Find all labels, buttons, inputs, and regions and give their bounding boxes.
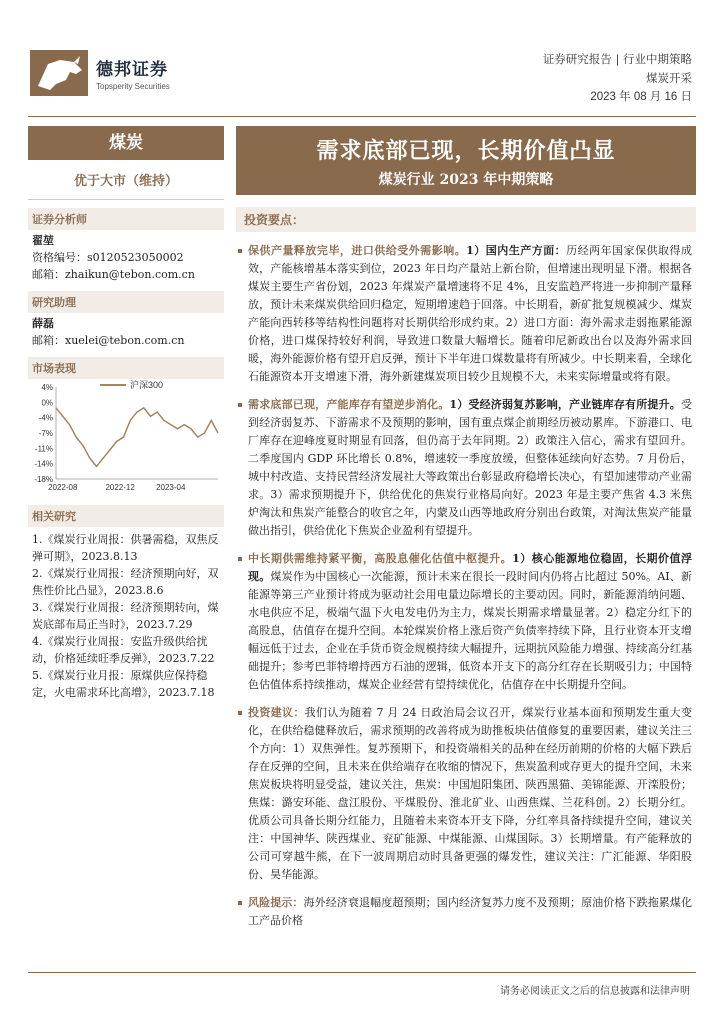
- analyst-heading: 证券分析师: [28, 208, 224, 230]
- report-industry: 煤炭开采: [646, 71, 692, 85]
- main-content: [236, 116, 696, 930]
- y-tick-label: -4%: [38, 413, 53, 423]
- analyst-name: 翟堃: [32, 234, 54, 247]
- key-point: 投资建议：我们认为随着 7 月 24 日政治局会议召开，煤炭行业基本面和预期发生重大变化，在供给稳健释放后，需求预期的改善将成为助推板块估值修复的重要因素，建议关注三个方向：1）双焦弹性。复苏预期下，和投资端相关的品种在经历前期的价格的大幅下跌后存在反弹的空间，且未来在供给端存在收缩的情况下，焦炭盈利或存更大的提升空间，未来焦炭板块将明显受益，建议关注，焦炭：中国旭阳集团、陕西黑猫、美锦能源、开滦股份；焦煤：潞安环能、盘江股份、平煤股份、淮北矿业、山西焦煤、兰花科创。2）长期分红。优质公司具备长期分红能力，且随着未来资本开支下降，分红率具备持续提升空间，建议关注：中国神华、陕西煤业、兖矿能源、中煤能源、山煤国际。3）长期增量。有产能释放的公司可穿越牛熊，在下一波周期启动时具备更强的爆发性，建议关注：广汇能源、华阳股份、昊华能源。: [236, 704, 696, 884]
- related-list: [28, 531, 224, 701]
- bullet-icon: [238, 901, 242, 905]
- y-tick-label: -11%: [34, 444, 53, 454]
- bullet-icon: [238, 711, 242, 715]
- company-name-cn: 德邦证券: [96, 60, 168, 80]
- report-date: 2023 年 08 月 16 日: [590, 91, 692, 103]
- x-tick-label: 2022-12: [105, 483, 135, 492]
- assistant-heading: 研究助理: [28, 291, 224, 313]
- analyst-email[interactable]: 邮箱：zhaikun@tebon.com.cn: [32, 268, 195, 281]
- footer-disclaimer: 请务必阅读正文之后的信息披露和法律声明: [500, 986, 690, 997]
- bullet-icon: [238, 403, 242, 407]
- market-chart-svg: [28, 379, 224, 497]
- report-meta: [543, 50, 692, 107]
- x-tick-label: 2023-04: [156, 483, 186, 492]
- related-item[interactable]: 2.《煤炭行业周报：经济预期向好，双焦性价比凸显》，2023.8.6: [32, 567, 219, 597]
- footer-divider: [28, 972, 696, 973]
- related-item[interactable]: 4.《煤炭行业周报：安监升级供给扰动，价格延续旺季反弹》，2023.7.22: [32, 635, 215, 665]
- key-point: 风险提示：海外经济衰退幅度超预期；国内经济复苏力度不及预期；原油价格下跌拖累煤化工产品价格: [236, 894, 696, 930]
- y-tick-label: -18%: [34, 475, 53, 484]
- key-points-heading: 投资要点：: [236, 207, 696, 232]
- y-tick-label: 0%: [41, 398, 53, 408]
- bullet-icon: [238, 249, 242, 253]
- sidebar: [28, 116, 224, 701]
- analyst-cert: 资格编号：s0120523050002: [32, 251, 184, 264]
- related-item[interactable]: 5.《煤炭行业月报：原煤供应保持稳定，火电需求环比高增》，2023.7.18: [32, 669, 215, 699]
- key-point: 保供产量释放完毕，进口供给受外需影响。1）国内生产方面：历经两年国家保供取得成效，产能核增基本落实到位，2023 年日均产量站上新台阶，但增速出现明显下滑。根据各煤炭主要生产省份划，2023 年煤炭产量增速将不足 4%，且安监趋严将进一步抑制产量释放，预计未来煤炭供给回归稳定，短期增速趋于回落。中长期看，新矿批复规模减少、煤炭产能向西转移等结构性问题将对长期供给形成约束。2）进口方面：海外需求走弱拖累能源价格，进口煤保持较好利润，导致进口数量大幅增长。随着印尼新政出台以及海外需求回暖，海外能源价格有望开启反弹，预计下半年进口煤数量将有所减少。中长期来看，全球化石能源资本开支增速下滑，海外新建煤炭项目较少且规模不大，未来实际增量或将有限。: [236, 242, 696, 386]
- related-item[interactable]: 1.《煤炭行业周报：供暑需稳，双焦反弹可期》，2023.8.13: [32, 533, 219, 563]
- market-heading: 市场表现: [28, 357, 224, 379]
- company-logo: [30, 50, 170, 96]
- y-tick-label: 4%: [41, 383, 53, 392]
- report-title: 需求底部已现，长期价值凸显: [316, 138, 616, 164]
- related-heading: 相关研究: [28, 505, 224, 527]
- bullet-icon: [238, 557, 242, 561]
- title-banner: [236, 126, 696, 195]
- market-chart: [28, 379, 224, 497]
- series-line-hs300: [56, 408, 218, 467]
- industry-tag: 煤炭: [28, 126, 224, 160]
- company-name-en: Topsperity Securities: [96, 82, 170, 91]
- report-type: 证券研究报告 | 行业中期策略: [542, 52, 692, 66]
- key-point: 需求底部已现，产能库存有望逆步消化。1）受经济弱复苏影响，产业链库存有所提升。受到经济弱复苏、下游需求不及预期的影响，国有重点煤企前期经历被动累库。下游港口、电厂库存在迎峰度夏时期显有回落，但仍高于去年同期。2）政策注入信心，需求有望回升。二季度国内 GDP 环比增长 0.8%，增速较一季度放缓，但整体延续向好态势。7 月份后，城中村改造、支持民营经济发展社大等政策出台彰显政府稳增长决心，有望加速带动产业需求。3）需求预期提升下，供给优化的焦炭行业格局向好。2023 年是主要产焦省 4.3 米焦炉淘汰和焦炭产能整合的收官之年，内蒙及山西等地政府分别出台政策，对淘汰焦炭产能量做出指引，供给优化下焦炭企业盈利有望提升。: [236, 396, 696, 540]
- assistant-email[interactable]: 邮箱：xuelei@tebon.com.cn: [32, 334, 185, 347]
- legend-label: 沪深300: [130, 380, 164, 390]
- key-point: 中长期供需维持紧平衡，高股息催化估值中枢提升。1）核心能源地位稳固，长期价值浮现。煤炭作为中国核心一次能源，预计未来在很长一段时间内仍将占比超过 50%。AI、新能源等第三产业预计将成为驱动社会用电量边际增长的主要动因。同时，新能源消纳问题、水电供应不足，极端气温下火电发电仍为主力，煤炭长期需求增量显著。2）稳定分红下的高股息，估值存在提升空间。本轮煤炭价格上涨后资产负债率持续下降，且行业资本开支增幅远低于过去，企业在手货币资金规模持续大幅提升，远期抗风险能力增强、持续高分红基础提升；参考巴菲特增持西方石油的逻辑，低资本开支下的高分红存在长期吸引力；中国特色估值体系持续推动，煤炭企业经营有望持续优化，估值存在中长期提升空间。: [236, 550, 696, 694]
- report-subtitle: 煤炭行业 2023 年中期策略: [378, 172, 554, 188]
- bull-logo-icon: [30, 50, 88, 96]
- y-tick-label: -7%: [38, 429, 53, 438]
- assistant-name: 薛磊: [32, 317, 54, 330]
- related-item[interactable]: 3.《煤炭行业周报：经济预期转向，煤炭底部布局正当时》，2023.7.29: [32, 601, 219, 631]
- y-tick-label: -14%: [34, 459, 53, 469]
- x-tick-label: 2022-08: [48, 483, 78, 492]
- rating: 优于大市（维持）: [28, 170, 224, 200]
